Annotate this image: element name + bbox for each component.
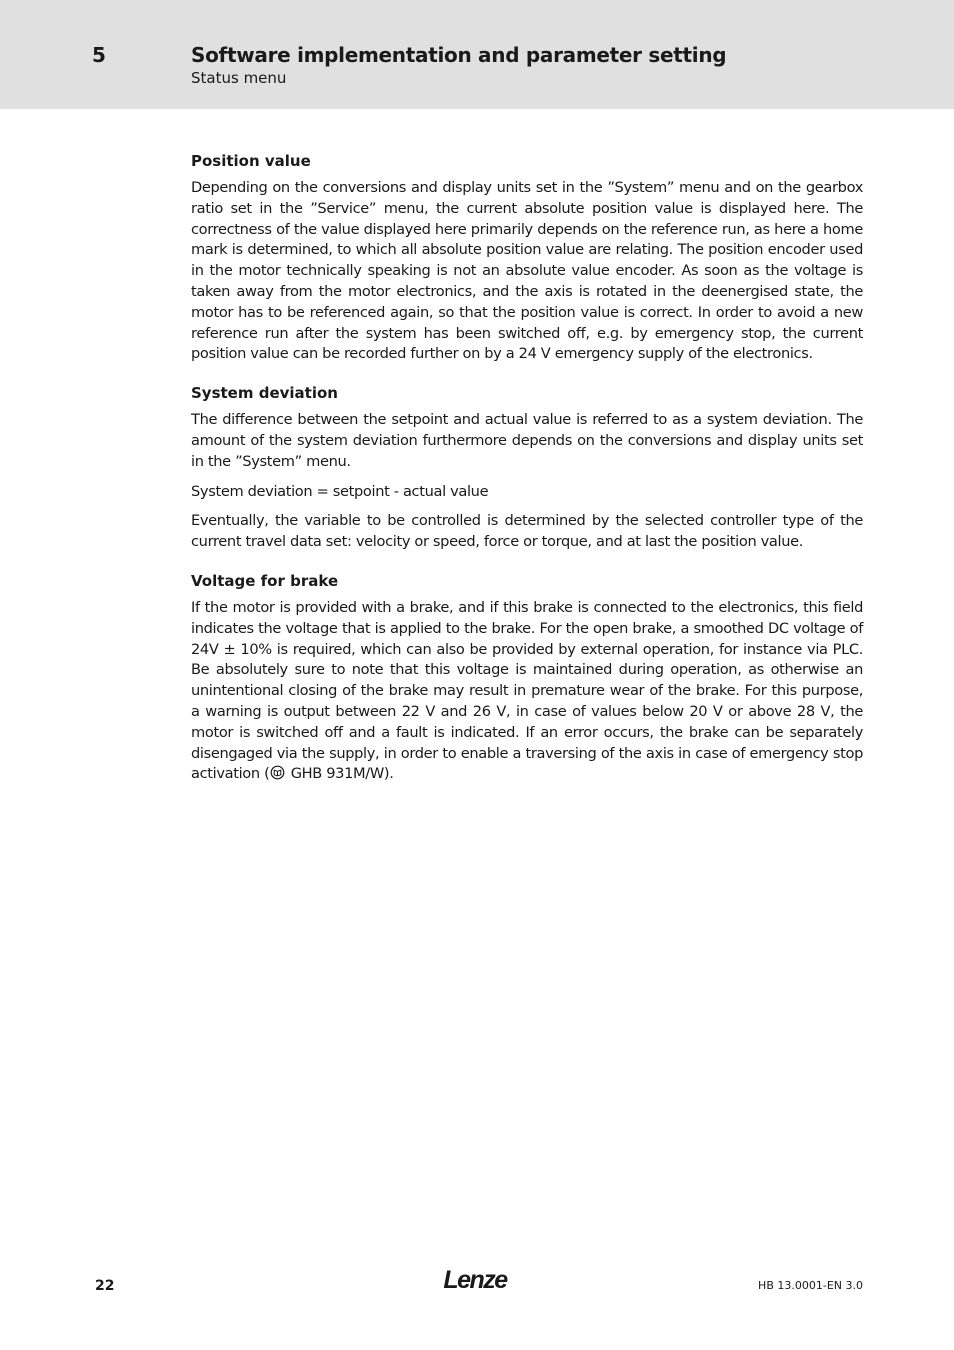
chapter-title: Software implementation and parameter setting bbox=[191, 43, 727, 67]
body-paragraph: Eventually, the variable to be controlled is determined by the selected controller type of the current travel data set: velocity or speed, force or torque, and at last the position value. bbox=[191, 512, 863, 551]
section-heading: Position value bbox=[191, 152, 311, 170]
formula-paragraph: System deviation = setpoint - actual value bbox=[191, 482, 489, 500]
body-paragraph bbox=[191, 598, 863, 785]
section-heading: System deviation bbox=[191, 384, 338, 403]
logo-wordmark: Lenze bbox=[443, 1266, 507, 1294]
main-content bbox=[191, 150, 863, 785]
system-deviation-section bbox=[191, 382, 863, 553]
position-value-section bbox=[191, 150, 863, 365]
section-subtitle: Status menu bbox=[191, 69, 287, 87]
chapter-number: 5 bbox=[92, 43, 106, 67]
body-text: If the motor is provided with a brake, and if this brake is connected to the electronics, this field indicates the voltage that is applied to the brake. For the open brake, a smoothed DC voltage of 24V ± 10% is required, which can also be provided by external operation, for instance via PLC. Be absolutely sure to note that this voltage is maintained during operation, as otherwise an unintentional closing of the brake may result in premature wear of the brake. For this purpose, a warning is output between 22 V and 26 V, in case of values below 20 V or above 28 V, the motor is switched off and a fault is indicated. If an error occurs, the brake can be separately disengaged via the supply, in order to enable a traversing of the axis in case of emergency stop activation ( bbox=[191, 598, 863, 783]
body-paragraph: The difference between the setpoint and actual value is referred to as a system deviation. The amount of the system deviation furthermore depends on the conversions and display units set in the ”System” menu. bbox=[191, 411, 863, 470]
section-heading: Voltage for brake bbox=[191, 571, 339, 590]
reference-text: GHB 931M/W). bbox=[286, 765, 394, 783]
body-paragraph: Depending on the conversions and display units set in the ”System” menu and on the gearbox ratio set in the ”Service” menu, the current absolute position value is displayed here. The correctness of the value displayed here primarily depends on the reference run, as here a home mark is determined, to which all absolute position value are relating. The position encoder used in the motor technically speaking is not an absolute value encoder. As soon as the voltage is taken away from the motor electronics, and the axis is rotated in the deenergised state, the motor has to be referenced again, so that the position value is correct. In order to avoid a new reference run after the system has been switched off, e.g. by emergency stop, the current position value can be recorded further on by a 24 V emergency supply of the electronics. bbox=[191, 179, 863, 363]
voltage-for-brake-section bbox=[191, 570, 863, 785]
document-id: HB 13.0001-EN 3.0 bbox=[758, 1279, 863, 1292]
page-number: 22 bbox=[95, 1278, 115, 1294]
manual-reference-icon bbox=[270, 765, 285, 780]
lenze-logo bbox=[430, 1264, 520, 1294]
